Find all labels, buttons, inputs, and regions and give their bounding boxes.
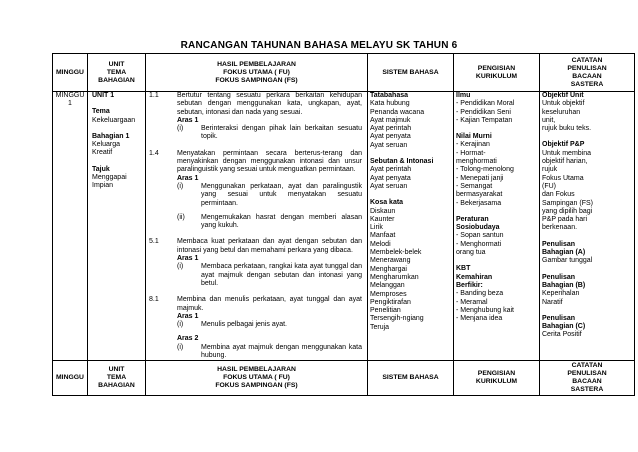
cell-unit: UNIT 1 Tema Kekeluargaan Bahagian 1 Keluarga Kreatif Tajuk Menggapai Impian — [88, 92, 146, 361]
cell-hasil-pembelajaran — [146, 92, 368, 361]
footer-pengisian: PENGISIAN KURIKULUM — [454, 361, 540, 396]
repeated-header-row — [53, 361, 635, 396]
header-sistem: SISTEM BAHASA — [368, 54, 454, 92]
cell-sistem-bahasa: Tatabahasa Kata hubung Penanda wacana Ayat majmuk Ayat perintah Ayat penyata Ayat seruan Sebutan & Intonasi Ayat perintah Ayat penyata Ayat seruan Kosa kata Diskaun Kaunter Lirik Manfaat Melodi Membelek-belek Menerawang Menghargai Mengharumkan Melanggan Memproses Pengiktirafan Penelitian Tersengih-ngiang Teruja — [368, 92, 454, 361]
tatabahasa-label: Tatabahasa — [370, 92, 408, 99]
tema-value: Kekeluargaan — [92, 116, 136, 124]
header-minggu: MINGGU — [53, 54, 88, 92]
objektif-unit-label: Objektif Unit — [542, 92, 584, 99]
tema-label: Tema — [92, 108, 110, 116]
penulisan-a-label: Penulisan — [542, 240, 576, 248]
cell-minggu: MINGGU 1 — [53, 92, 88, 361]
kbt-label: KBT — [456, 265, 471, 273]
header-row — [53, 54, 635, 92]
nilai-murni-label: Nilai Murni — [456, 133, 492, 141]
outcome-1-1: 1.1 Bertutur tentang sesuatu perkara berkaitan kehidupan sebutan dengan menggunakan kata, ungkapan, ayat, sebutan, intonasi dan nada yang sesuai. Aras 1 (i) Berinteraksi dengan pihak lain berkaitan sesuatu topik. — [149, 92, 362, 141]
tajuk-label: Tajuk — [92, 165, 110, 173]
week-1-row — [53, 92, 635, 361]
annual-plan-table — [52, 53, 635, 396]
footer-minggu: MINGGU — [53, 361, 88, 396]
footer-hasil: HASIL PEMBELAJARAN FOKUS UTAMA ( FU) FOKUS SAMPINGAN (FS) — [146, 361, 368, 396]
peraturan-label: Peraturan — [456, 215, 489, 223]
header-catatan: CATATAN PENULISAN BACAAN SASTERA — [540, 54, 635, 92]
cell-catatan: Objektif Unit Untuk objektif keseluruhan unit, rujuk buku teks. Objektif P&P Untuk membina objektif harian, rujuk Fokus Utama (FU) dan Fokus Sampingan (FS) yang dipilih bagi P&P pada hari berkenaan. Penulisan Bahagian (A) Gambar tunggal Penulisan Bahagian (B) Keperihalan Naratif Penulisan Bahagian (C) Cerita Positif — [540, 92, 635, 361]
outcome-5-1: 5.1 Membaca kuat perkataan dan ayat dengan sebutan dan intonasi yang betul dan memahami perkara yang dibaca. Aras 1 (i) Membaca perkataan, rangkai kata ayat tunggal dan ayat majmuk dengan sebutan dan intonasi yang betul. — [149, 238, 362, 287]
page-title: RANCANGAN TAHUNAN BAHASA MELAYU SK TAHUN 6 — [180, 40, 458, 51]
footer-sistem: SISTEM BAHASA — [368, 361, 454, 396]
cell-pengisian-kurikulum: Ilmu - Pendidikan Moral - Pendidikan Seni - Kajian Tempatan Nilai Murni - Kerajinan - Hormat- menghormati - Tolong-menolong - Menepati janji - Semangat bermasyarakat - Bekerjasama Peraturan Sosiobudaya - Sopan santun - Menghormati orang tua KBT Kemahiran Berfikir: - Banding beza - Meramal - Menghubung kait - Menjana idea — [454, 92, 540, 361]
kosa-kata-label: Kosa kata — [370, 199, 404, 207]
bahagian-label: Bahagian 1 — [92, 132, 130, 140]
outcome-8-1: 8.1 Membina dan menulis perkataan, ayat tunggal dan ayat majmuk. Aras 1 (i) Menulis pelbagai jenis ayat. Aras 2 (i) Membina ayat majmuk dengan menggunakan kata hubung. — [149, 296, 362, 360]
ilmu-label: Ilmu — [456, 92, 471, 99]
header-unit: UNIT TEMA BAHAGIAN — [88, 54, 146, 92]
header-hasil: HASIL PEMBELAJARAN FOKUS UTAMA ( FU) FOKUS SAMPINGAN (FS) — [146, 54, 368, 92]
sebutan-label: Sebutan & Intonasi — [370, 158, 434, 166]
footer-unit: UNIT TEMA BAHAGIAN — [88, 361, 146, 396]
footer-catatan: CATATAN PENULISAN BACAAN SASTERA — [540, 361, 635, 396]
header-pengisian: PENGISIAN KURIKULUM — [454, 54, 540, 92]
penulisan-c-label: Penulisan — [542, 314, 576, 322]
unit-number: UNIT 1 — [92, 92, 115, 99]
objektif-pp-label: Objektif P&P — [542, 141, 585, 149]
penulisan-b-label: Penulisan — [542, 273, 576, 281]
outcome-1-4: 1.4 Menyatakan permintaan secara berterus-terang dan menyakinkan dengan menggunakan intonasi dan unsur paralinguistik yang sesuai untuk menguatkan permintaan. Aras 1 (i) Menggunakan perkataan, ayat dan paralingustik yang sesuai untuk menyatakan sesuatu permintaan. (ii) Mengemukakan hasrat dengan memberi alasan yang kukuh. — [149, 149, 362, 230]
